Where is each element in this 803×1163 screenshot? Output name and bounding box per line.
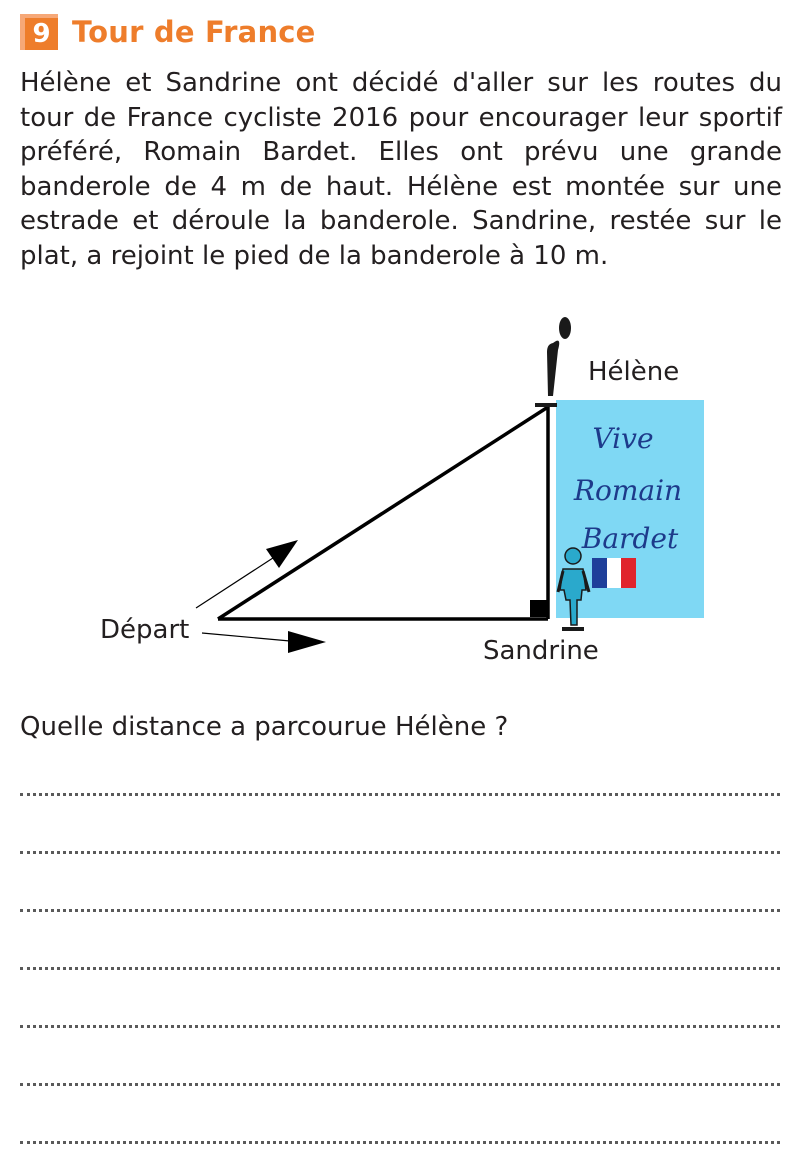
triangle-figure (0, 300, 803, 680)
arrow-ground-icon (202, 631, 326, 653)
answer-area[interactable] (20, 790, 780, 1144)
banner-text-bardet: Bardet (581, 522, 679, 555)
right-triangle (218, 407, 548, 619)
exercise-header (20, 12, 316, 52)
exercise-number: 9 (25, 18, 58, 50)
banner-text-vive: Vive (592, 422, 654, 455)
label-helene: Hélène (588, 357, 680, 387)
arrow-hypotenuse-icon (196, 540, 298, 608)
banner-text-romain: Romain (573, 474, 683, 507)
answer-line[interactable] (20, 1028, 780, 1086)
right-angle-mark (530, 600, 547, 617)
label-depart: Départ (100, 615, 190, 645)
answer-line[interactable] (20, 970, 780, 1028)
label-sandrine: Sandrine (483, 636, 599, 666)
exercise-title: Tour de France (72, 15, 316, 49)
question-text: Quelle distance a parcourue Hélène ? (20, 712, 509, 742)
problem-statement: Hélène et Sandrine ont décidé d'aller sur les routes du tour de France cycliste 2016 pour encourager leur sportif préféré, Romain Bardet. Elles ont prévu une grande banderole de 4 m de haut. Hélène est montée sur une estrade et déroule la banderole. Sandrine, restée sur le plat, a rejoint le pied de la banderole à 10 m. (20, 68, 782, 271)
answer-line[interactable] (20, 912, 780, 970)
answer-line[interactable] (20, 1086, 780, 1144)
answer-line[interactable] (20, 854, 780, 912)
exercise-number-badge (20, 14, 58, 50)
answer-line[interactable] (20, 796, 780, 854)
helene-silhouette-icon (535, 317, 571, 407)
french-flag (592, 558, 636, 588)
